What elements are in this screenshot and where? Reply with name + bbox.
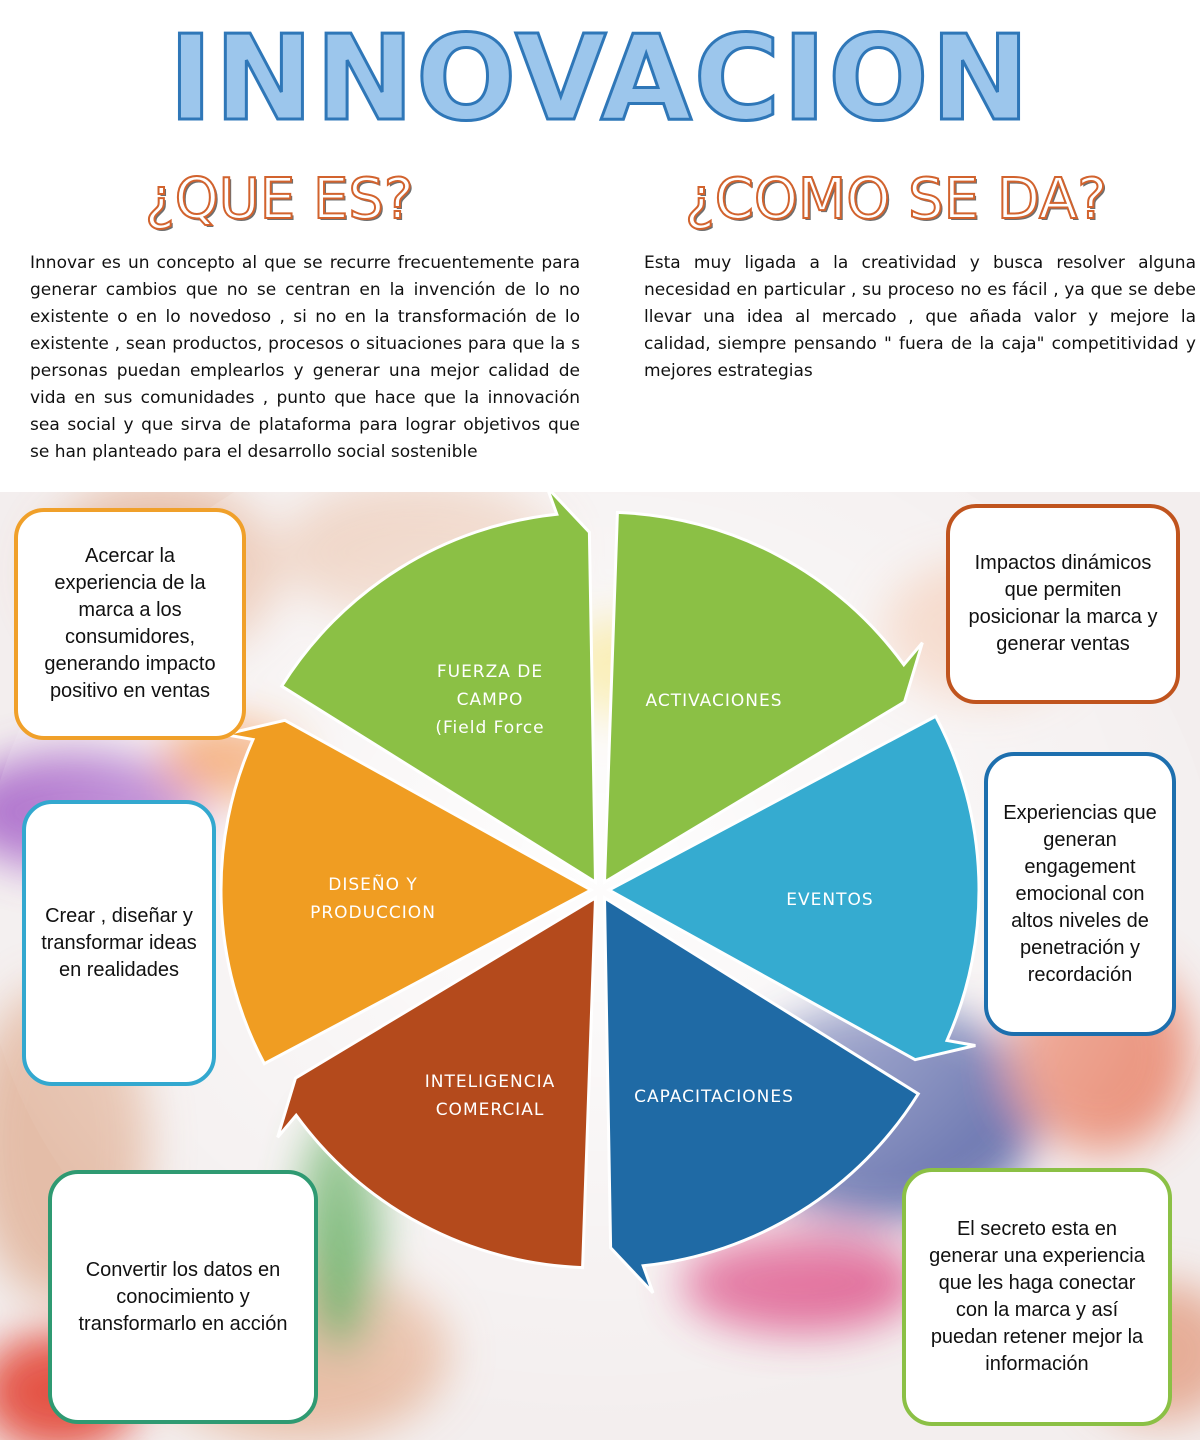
callout-eventos	[984, 752, 1176, 1036]
callout-activaciones	[946, 504, 1180, 704]
segment-label-diseno-produccion: DISEÑO Y PRODUCCION	[310, 875, 436, 923]
segment-label-capacitaciones: CAPACITACIONES	[634, 1087, 794, 1107]
callout-fuerza-de-campo	[14, 508, 246, 740]
callout-capacitaciones-text: El secreto esta en generar una experiencia que les haga conectar con la marca y así puedan retener mejor la información	[929, 1218, 1145, 1375]
callout-activaciones-text: Impactos dinámicos que permiten posicionar la marca y generar ventas	[968, 552, 1158, 655]
heading-como-se-da: ¿COMO SE DA?	[685, 167, 1107, 232]
callout-inteligencia-comercial	[48, 1170, 318, 1424]
callout-diseno-produccion	[22, 800, 216, 1086]
cycle-segments	[221, 487, 979, 1293]
paragraph-que-es: Innovar es un concepto al que se recurre frecuentemente para generar cambios que no se centran en la invención de lo no existente o en lo novedoso , si no en la transformación de lo existente , sean productos, procesos o situaciones para que la s personas puedan emplearlos y generar una mejor calidad de vida en sus comunidades , punto que hace que la innovación sea social y que sirva de plataforma para lograr objetivos que se han planteado para el desarrollo social sostenible	[30, 253, 580, 462]
callout-eventos-text: Experiencias que generan engagement emocional con altos niveles de penetración y recordación	[1003, 801, 1157, 986]
heading-que-es: ¿QUE ES?	[145, 167, 414, 232]
callout-inteligencia-text: Convertir los datos en conocimiento y transformarlo en acción	[78, 1258, 288, 1335]
page-title: INNOVACION	[168, 9, 1032, 147]
segment-label-eventos: EVENTOS	[786, 890, 874, 910]
callout-diseno-text: Crear , diseñar y transformar ideas en realidades	[41, 904, 197, 981]
callout-fuerza-de-campo-text: Acercar la experiencia de la marca a los consumidores, generando impacto positivo en ventas	[44, 545, 216, 702]
paragraph-como-se-da: Esta muy ligada a la creatividad y busca resolver alguna necesidad en particular , su proceso no es fácil , ya que se debe llevar una idea al mercado , que añada valor y mejore la calidad, siempre pensando " fuera de la caja" competitividad y mejores estrategias	[644, 253, 1196, 381]
segment-label-inteligencia-comercial: INTELIGENCIA COMERCIAL	[424, 1072, 556, 1120]
callout-capacitaciones	[902, 1168, 1172, 1426]
segment-label-fuerza-de-campo: FUERZA DE CAMPO (Field Force	[435, 662, 545, 738]
segment-label-activaciones: ACTIVACIONES	[645, 691, 783, 711]
